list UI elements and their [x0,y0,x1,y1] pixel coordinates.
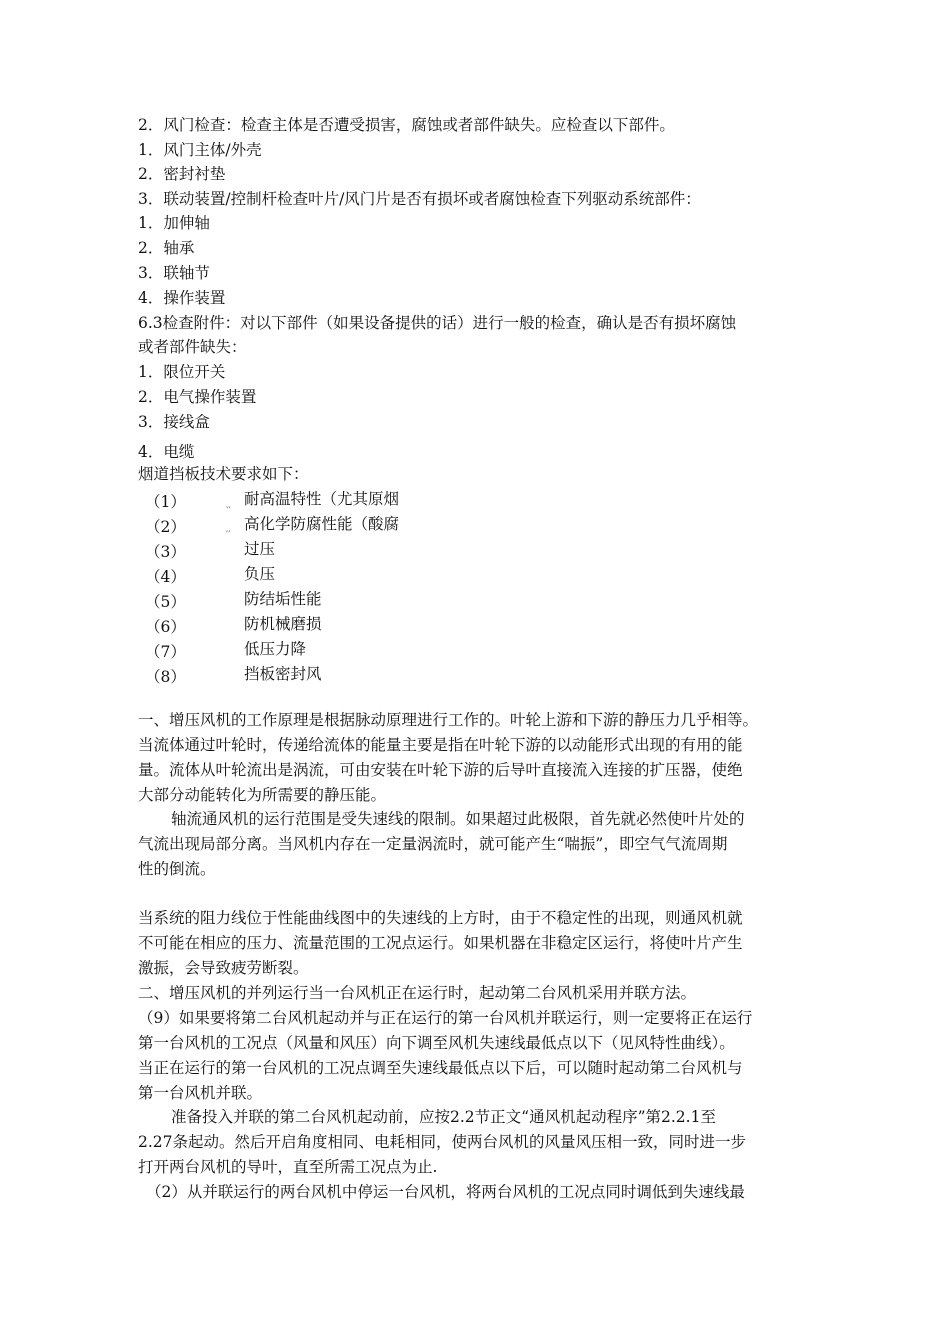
text-line: 3．联轴节 [138,264,210,282]
text-line: 二、增压风机的并列运行当一台风机正在运行时，起动第二台风机采用并联方法。 [138,984,697,1002]
paragraph [146,1180,826,1205]
text-line: 轴流通风机的运行范围是受失速线的限制。如果超过此极限，首先就必然使叶片处的 [171,810,745,828]
list-item-text: 高化学防腐性能（酸腐 [244,515,400,533]
text-line: 2．密封衬垫 [138,165,226,183]
list-item-text: 低压力降 [244,640,307,658]
text-line: 量。流体从叶轮流出是涡流，可由安装在叶轮下游的后导叶直接流入连接的扩压器，使绝 [138,761,743,779]
text-line: 大部分动能转化为所需要的静压能。 [138,786,387,804]
list-item-text: 过压 [244,540,276,558]
text-line: 或者部件缺失： [138,338,247,356]
text-line: 2．电气操作装置 [138,388,257,406]
stray-mark: ′′ [226,530,231,541]
paragraph [138,708,818,808]
text-line: 烟道挡板技术要求如下： [138,465,309,483]
list-item-number: （5） [145,593,186,611]
text-line: 1．风门主体/外壳 [138,141,262,159]
list-item-text: 挡板密封风 [244,665,322,683]
list-item-text: 耐高温特性（尤其原烟 [244,490,400,508]
paragraph [138,1105,818,1180]
text-line: 准备投入并联的第二台风机起动前，应按2.2节正文“通风机起动程序”第2.2.1至 [171,1108,716,1126]
list-item-number: （2） [145,518,186,536]
list-item-number: （8） [145,668,186,686]
text-line: 2.27条起动。然后开启角度相同、电耗相同，使两台风机的风量风压相一致，同时进一步 [138,1133,747,1151]
paragraph [138,807,818,882]
text-line: 2．风门检查：检查主体是否遭受损害，腐蚀或者部件缺失。应检查以下部件。 [138,116,675,134]
text-line: 4．操作装置 [138,289,226,307]
list-item-number: （4） [145,568,186,586]
text-line: 3．联动装置/控制杆检查叶片/风门片是否有损坏或者腐蚀检查下列驱动系统部件： [138,190,701,208]
text-line: 2．轴承 [138,239,195,257]
text-line: 1．限位开关 [138,363,226,381]
text-line: 4．电缆 [138,443,195,461]
text-line: 3．接线盒 [138,413,210,431]
text-line: 第一台风机的工况点（风量和风压）向下调至风机失速线最低点以下（见风特性曲线）。 [138,1034,735,1052]
list-item-text: 防机械磨损 [244,615,322,633]
paragraph [138,906,818,1106]
text-line: 打开两台风机的导叶，直至所需工况点为止. [138,1158,438,1176]
text-line: 一、增压风机的工作原理是根据脉动原理进行工作的。叶轮上游和下游的静压力几乎相等。 [138,711,759,729]
text-line: 激振，会导致疲劳断裂。 [138,959,309,977]
text-line: 当流体通过叶轮时，传递给流体的能量主要是指在叶轮下游的以动能形式出现的有用的能 [138,736,743,754]
text-line: 性的倒流。 [138,860,216,878]
text-line: 当正在运行的第一台风机的工况点调至失速线最低点以下后，可以随时起动第二台风机与 [138,1059,743,1077]
text-line: （2）从并联运行的两台风机中停运一台风机，将两台风机的工况点同时调低到失速线最 [146,1183,745,1201]
list-item-text: 负压 [244,565,276,583]
list-item-number: （7） [145,643,186,661]
text-line: 当系统的阻力线位于性能曲线图中的失速线的上方时，由于不稳定性的出现，则通风机就 [138,909,743,927]
text-line: 1．加伸轴 [138,214,210,232]
list-item-number: （6） [145,618,186,636]
text-line: 6.3检查附件：对以下部件（如果设备提供的话）进行一般的检查，确认是否有损坏腐蚀 [138,314,737,332]
list-item-number: （3） [145,543,186,561]
text-line: 气流出现局部分离。当风机内存在一定量涡流时，就可能产生“喘振”，即空气气流周期 [138,835,728,853]
text-line: （9）如果要将第二台风机起动并与正在运行的第一台风机并联运行，则一定要将正在运行 [138,1009,753,1027]
list-item-text: 防结垢性能 [244,590,322,608]
text-line: 不可能在相应的压力、流量范围的工况点运行。如果机器在非稳定区运行，将使叶片产生 [138,934,743,952]
stray-mark: ‵‵ [226,506,231,517]
list-item-number: （1） [145,493,186,511]
text-line: 第一台风机并联。 [138,1084,263,1102]
